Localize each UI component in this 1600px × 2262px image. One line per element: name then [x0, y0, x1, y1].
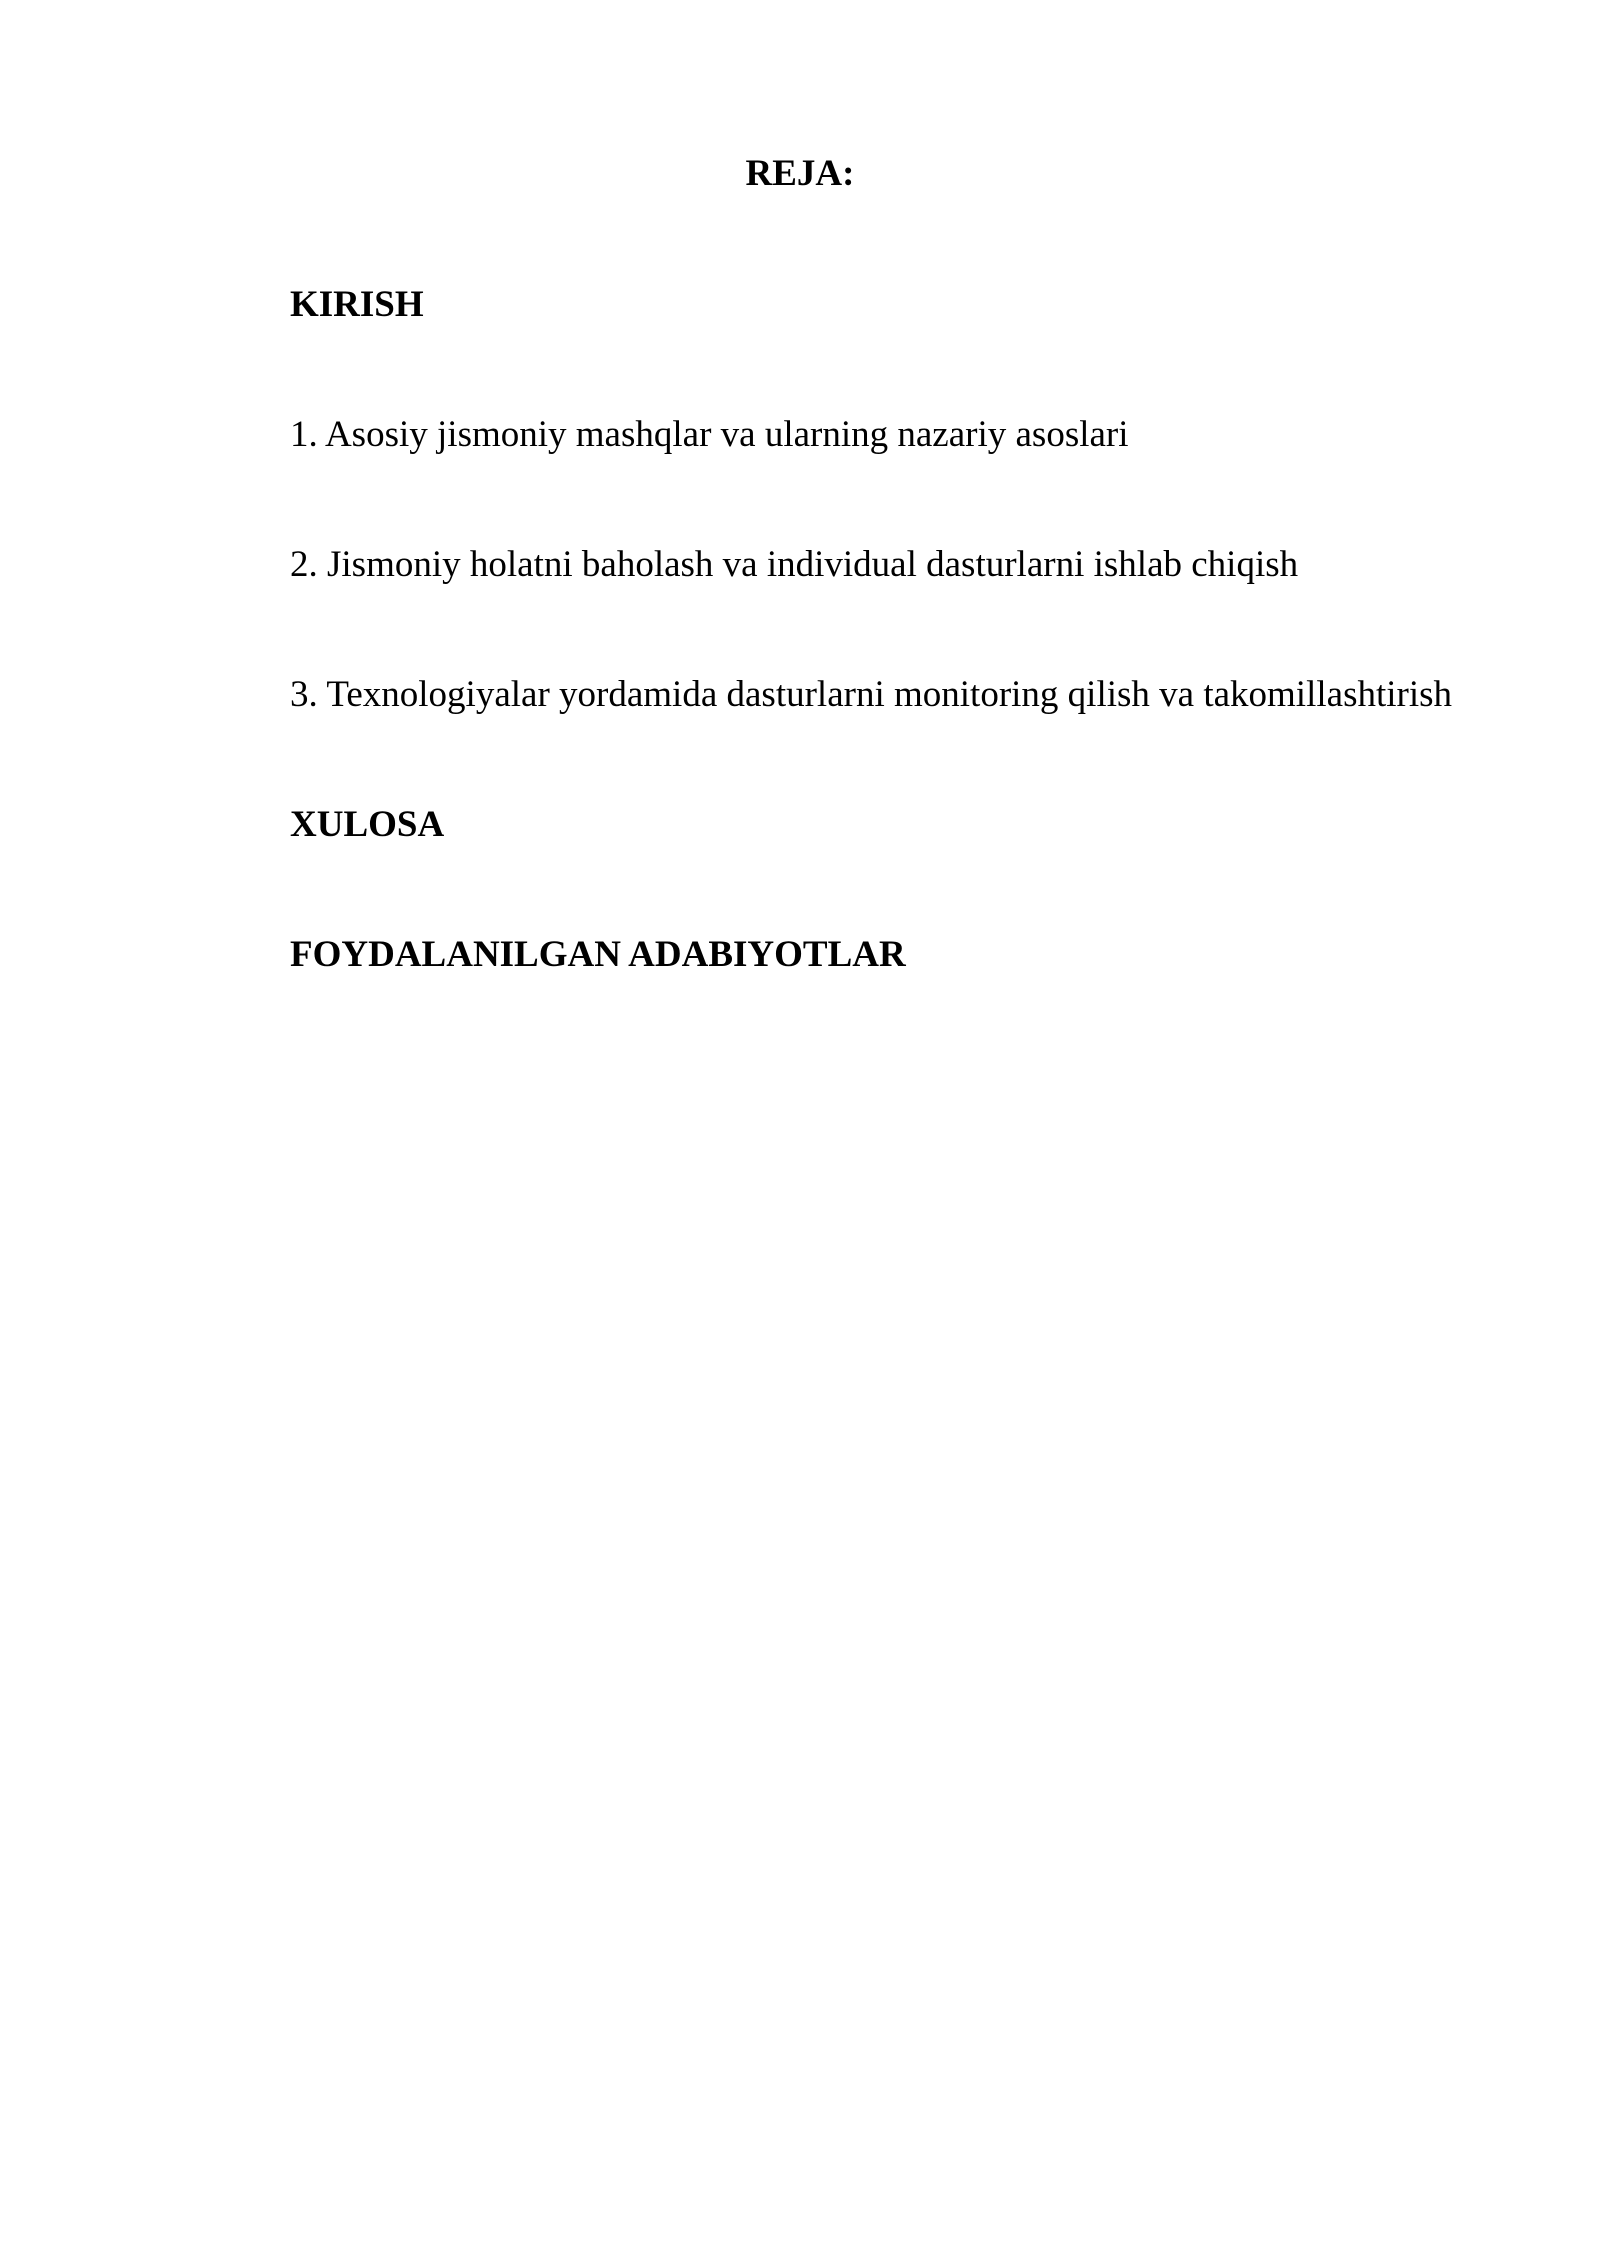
section-item-1: 1. Asosiy jismoniy mashqlar va ularning nazariy asoslari [290, 414, 1129, 455]
page-title: REJA: [745, 153, 855, 194]
section-introduction: KIRISH [290, 284, 424, 325]
section-references: FOYDALANILGAN ADABIYOTLAR [290, 934, 906, 975]
section-item-2: 2. Jismoniy holatni baholash va individual dasturlarni ishlab chiqish [290, 544, 1299, 585]
section-conclusion: XULOSA [290, 804, 445, 845]
section-item-3: 3. Texnologiyalar yordamida dasturlarni monitoring qilish va takomillashtirish [290, 674, 1453, 715]
